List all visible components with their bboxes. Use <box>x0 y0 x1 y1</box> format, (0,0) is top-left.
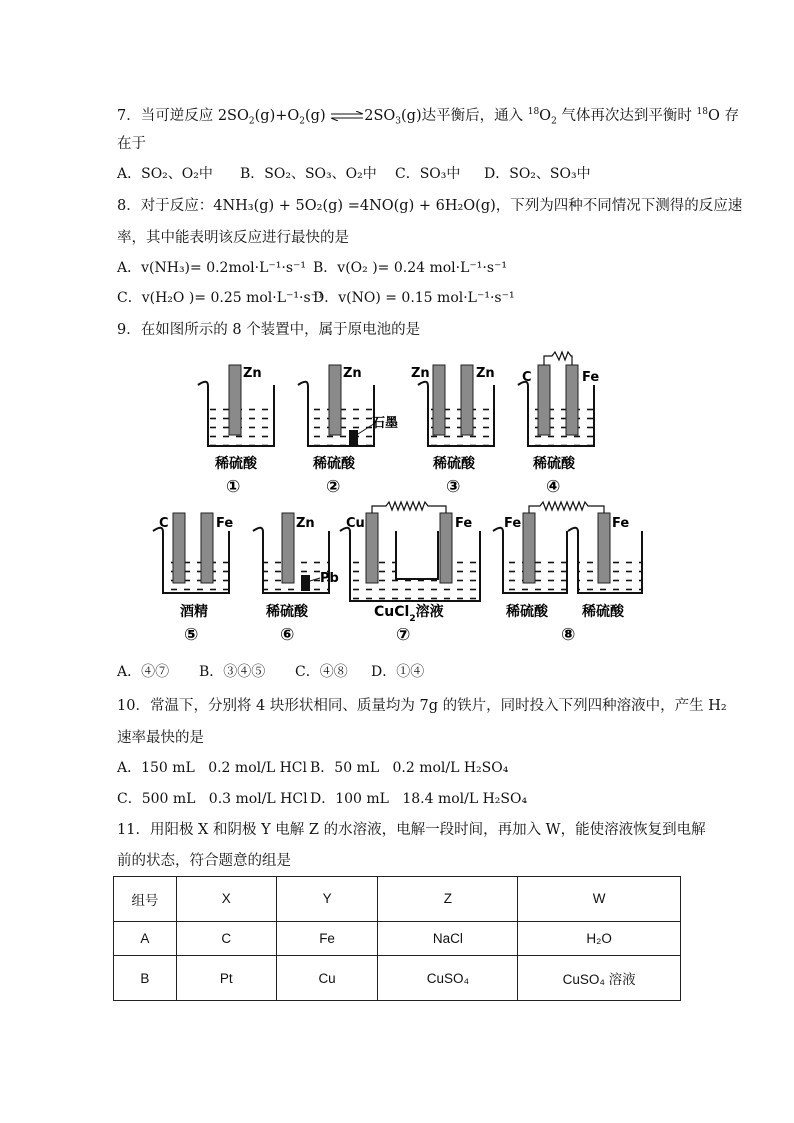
table-cell: H₂O <box>518 921 681 956</box>
q8-line1: 8．对于反应：4NH₃(g) + 5O₂(g) =4NO(g) + 6H₂O(g)，下列为四种不同情况下测得的反应速 <box>117 198 743 214</box>
beaker-7 <box>340 502 480 645</box>
table-header-cell: W <box>518 877 681 922</box>
q10-line1: 10．常温下，分别将 4 块形状相同、质量均为 7g 的铁片，同时投入下列四种溶液中，产生 H₂ <box>117 698 727 714</box>
svg-text:稀硫酸: 稀硫酸 <box>215 456 257 472</box>
svg-text:Zn: Zn <box>411 366 430 381</box>
svg-text:⑤: ⑤ <box>184 625 199 645</box>
table-row <box>114 921 681 956</box>
svg-text:酒精: 酒精 <box>180 604 208 620</box>
svg-text:①: ① <box>226 477 241 497</box>
table-header-cell: X <box>176 877 276 922</box>
beaker-3 <box>411 365 495 497</box>
q9-option-c: C．④⑧ <box>295 664 348 680</box>
svg-text:石墨: 石墨 <box>372 416 399 431</box>
q7-option-b: B．SO₂、SO₃、O₂中 <box>240 166 377 182</box>
q8-line2: 率，其中能表明该反应进行最快的是 <box>117 230 349 246</box>
svg-text:Fe: Fe <box>612 516 630 531</box>
beaker-6 <box>253 513 339 645</box>
q7-text-h: O 存 <box>707 107 739 124</box>
svg-text:稀硫酸: 稀硫酸 <box>433 456 475 472</box>
svg-text:Fe: Fe <box>455 516 473 531</box>
svg-text:CuCl2溶液: CuCl$_2$溶液 <box>374 604 444 624</box>
svg-text:C: C <box>522 370 532 385</box>
table-header-cell: 组号 <box>114 877 177 922</box>
q7-option-c: C．SO₃中 <box>395 166 461 182</box>
q9-line1: 9．在如图所示的 8 个装置中，属于原电池的是 <box>117 322 421 338</box>
beaker-1 <box>198 365 274 497</box>
beaker-4 <box>518 352 599 497</box>
q7-text-b: (g)+O <box>254 107 300 124</box>
beaker-2 <box>298 365 398 497</box>
svg-text:稀硫酸: 稀硫酸 <box>582 604 624 620</box>
q10-option-d: D．100 mL 18.4 mol/L H₂SO₄ <box>310 791 528 807</box>
beaker-8 <box>493 502 642 645</box>
q7-isotope-1: 18 <box>527 107 540 117</box>
q7-option-a: A．SO₂、O₂中 <box>117 166 213 182</box>
q7-text-a: 7．当可逆反应 2SO <box>117 107 249 124</box>
q7-text-c: (g) <box>305 107 326 124</box>
svg-text:C: C <box>159 516 169 531</box>
svg-text:Zn: Zn <box>296 516 315 531</box>
svg-text:Pb: Pb <box>320 571 339 586</box>
svg-text:稀硫酸: 稀硫酸 <box>506 604 548 620</box>
q9-option-b: B．③④⑤ <box>199 664 266 680</box>
svg-text:Zn: Zn <box>343 366 362 381</box>
table-header-row <box>114 877 681 922</box>
q9-option-d: D．①④ <box>371 664 425 680</box>
svg-text:Fe: Fe <box>504 516 522 531</box>
q7-line1: 7．当可逆反应 $2SO_2(g)+O_2(g)$ $2SO_3(g)$达平衡后，通入 $^{18}O_2$ 气体再次达到平衡时 $^{18}$O 存 <box>117 107 739 127</box>
svg-text:Fe: Fe <box>216 516 234 531</box>
q10-option-c: C．500 mL 0.3 mol/L HCl <box>117 791 308 807</box>
q7-line2: 在于 <box>117 136 146 152</box>
svg-text:Zn: Zn <box>243 366 262 381</box>
table-cell: Fe <box>276 921 378 956</box>
svg-text:⑥: ⑥ <box>280 625 295 645</box>
svg-text:稀硫酸: 稀硫酸 <box>533 456 575 472</box>
table-cell: CuSO₄ <box>378 956 518 1001</box>
q7-isotope-2: 18 <box>696 107 708 117</box>
q8-option-b: B．v(O₂ )= 0.24 mol·L⁻¹·s⁻¹ <box>313 260 508 276</box>
q10-option-b: B．50 mL 0.2 mol/L H₂SO₄ <box>310 760 509 776</box>
table-header-cell: Z <box>378 877 518 922</box>
svg-text:⑧: ⑧ <box>561 625 576 645</box>
table-cell: NaCl <box>378 921 518 956</box>
q8-option-d: D．v(NO) = 0.15 mol·L⁻¹·s⁻¹ <box>313 290 515 306</box>
q7-text-f: O <box>539 107 552 124</box>
svg-text:稀硫酸: 稀硫酸 <box>266 604 308 620</box>
table-cell: CuSO₄ 溶液 <box>518 956 681 1001</box>
q11-line2: 前的状态，符合题意的组是 <box>117 853 291 869</box>
svg-text:Fe: Fe <box>582 370 600 385</box>
table-cell: B <box>114 956 177 1001</box>
svg-text:②: ② <box>326 477 341 497</box>
beaker-5 <box>153 513 233 645</box>
q8-option-a: A．v(NH₃)= 0.2mol·L⁻¹·s⁻¹ <box>117 260 307 276</box>
q8-option-c: C．v(H₂O )= 0.25 mol·L⁻¹·s⁻¹ <box>117 290 324 306</box>
q7-option-d: D．SO₂、SO₃中 <box>484 166 591 182</box>
q7-text-g: 气体再次达到平衡时 <box>556 107 697 124</box>
table-row <box>114 956 681 1001</box>
q11-line1: 11．用阳极 X 和阴极 Y 电解 Z 的水溶液，电解一段时间，再加入 W，能使溶液恢复到电解 <box>117 822 706 838</box>
table-cell: A <box>114 921 177 956</box>
q10-line2: 速率最快的是 <box>117 730 204 746</box>
table-cell: Cu <box>276 956 378 1001</box>
q11-table <box>113 876 681 1001</box>
svg-text:⑦: ⑦ <box>396 625 411 645</box>
svg-text:④: ④ <box>546 477 561 497</box>
q7-text-e: (g)达平衡后，通入 <box>401 107 528 124</box>
svg-text:Zn: Zn <box>476 366 495 381</box>
q9-option-a: A．④⑦ <box>117 664 170 680</box>
q10-option-a: A．150 mL 0.2 mol/L HCl <box>117 760 307 776</box>
svg-text:稀硫酸: 稀硫酸 <box>313 456 355 472</box>
svg-text:Cu: Cu <box>346 516 365 531</box>
table-header-cell: Y <box>276 877 378 922</box>
q7-text-d: 2SO <box>364 107 396 124</box>
table-cell: Pt <box>176 956 276 1001</box>
svg-text:③: ③ <box>446 477 461 497</box>
table-cell: C <box>176 921 276 956</box>
